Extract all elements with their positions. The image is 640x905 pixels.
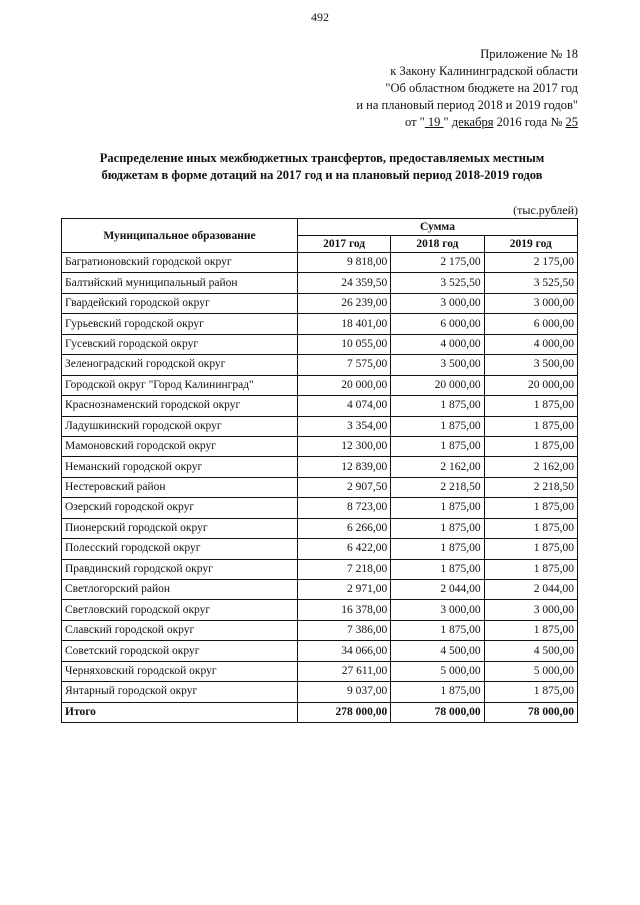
value-2018-cell: 1 875,00 <box>391 396 484 416</box>
municipality-cell: Озерский городской округ <box>62 498 298 518</box>
value-2017-cell: 10 055,00 <box>297 334 390 354</box>
municipality-cell: Пионерский городской округ <box>62 518 298 538</box>
value-2019-cell: 2 218,50 <box>484 477 577 497</box>
table-row <box>62 580 578 600</box>
municipality-cell: Полесский городской округ <box>62 539 298 559</box>
value-2018-cell: 2 218,50 <box>391 477 484 497</box>
value-2017-cell: 6 266,00 <box>297 518 390 538</box>
value-2017-cell: 24 359,50 <box>297 273 390 293</box>
units-label: (тыс.рублей) <box>513 203 578 217</box>
law-number: 25 <box>565 115 578 129</box>
table-row <box>62 314 578 334</box>
total-2019: 78 000,00 <box>484 702 577 722</box>
date-mid-1: " <box>443 115 452 129</box>
table-row <box>62 559 578 579</box>
total-2017: 278 000,00 <box>297 702 390 722</box>
municipality-cell: Светлогорский район <box>62 580 298 600</box>
value-2018-cell: 1 875,00 <box>391 539 484 559</box>
value-2018-cell: 4 500,00 <box>391 641 484 661</box>
value-2017-cell: 7 575,00 <box>297 355 390 375</box>
value-2017-cell: 20 000,00 <box>297 375 390 395</box>
appendix-block <box>356 46 578 131</box>
value-2017-cell: 27 611,00 <box>297 661 390 681</box>
value-2017-cell: 2 907,50 <box>297 477 390 497</box>
value-2017-cell: 8 723,00 <box>297 498 390 518</box>
value-2018-cell: 2 162,00 <box>391 457 484 477</box>
table-row <box>62 396 578 416</box>
appendix-line-2: к Закону Калининградской области <box>390 64 578 78</box>
table-row <box>62 498 578 518</box>
value-2017-cell: 7 386,00 <box>297 620 390 640</box>
value-2019-cell: 3 000,00 <box>484 293 577 313</box>
date-prefix: от " <box>404 115 425 129</box>
municipality-cell: Багратионовский городской округ <box>62 253 298 273</box>
value-2017-cell: 6 422,00 <box>297 539 390 559</box>
appendix-date-line <box>356 114 578 131</box>
value-2018-cell: 20 000,00 <box>391 375 484 395</box>
table-row <box>62 436 578 456</box>
value-2017-cell: 16 378,00 <box>297 600 390 620</box>
value-2019-cell: 1 875,00 <box>484 498 577 518</box>
municipality-cell: Правдинский городской округ <box>62 559 298 579</box>
value-2017-cell: 34 066,00 <box>297 641 390 661</box>
date-month: декабря <box>451 115 494 129</box>
municipality-cell: Янтарный городской округ <box>62 682 298 702</box>
municipality-cell: Зеленоградский городской округ <box>62 355 298 375</box>
header-year-2018: 2018 год <box>391 236 484 253</box>
municipality-cell: Славский городской округ <box>62 620 298 640</box>
value-2017-cell: 4 074,00 <box>297 396 390 416</box>
municipality-cell: Гурьевский городской округ <box>62 314 298 334</box>
municipality-cell: Неманский городской округ <box>62 457 298 477</box>
table-row <box>62 355 578 375</box>
budget-table <box>61 218 578 723</box>
value-2017-cell: 7 218,00 <box>297 559 390 579</box>
total-row <box>62 702 578 722</box>
value-2019-cell: 1 875,00 <box>484 620 577 640</box>
total-2018: 78 000,00 <box>391 702 484 722</box>
table-row <box>62 253 578 273</box>
table-row <box>62 539 578 559</box>
table-row <box>62 273 578 293</box>
table-row <box>62 293 578 313</box>
table-row <box>62 375 578 395</box>
value-2018-cell: 5 000,00 <box>391 661 484 681</box>
value-2019-cell: 6 000,00 <box>484 314 577 334</box>
value-2018-cell: 1 875,00 <box>391 416 484 436</box>
value-2018-cell: 2 175,00 <box>391 253 484 273</box>
value-2018-cell: 3 500,00 <box>391 355 484 375</box>
value-2019-cell: 5 000,00 <box>484 661 577 681</box>
date-mid-2: 2016 года № <box>493 115 566 129</box>
header-sum: Сумма <box>297 219 577 236</box>
value-2017-cell: 18 401,00 <box>297 314 390 334</box>
value-2019-cell: 1 875,00 <box>484 396 577 416</box>
total-label: Итого <box>62 702 298 722</box>
value-2018-cell: 2 044,00 <box>391 580 484 600</box>
value-2019-cell: 3 500,00 <box>484 355 577 375</box>
municipality-cell: Гвардейский городской округ <box>62 293 298 313</box>
value-2019-cell: 20 000,00 <box>484 375 577 395</box>
table-row <box>62 620 578 640</box>
header-municipality: Муниципальное образование <box>62 219 298 253</box>
municipality-cell: Мамоновский городской округ <box>62 436 298 456</box>
table-row <box>62 641 578 661</box>
value-2017-cell: 12 300,00 <box>297 436 390 456</box>
value-2017-cell: 2 971,00 <box>297 580 390 600</box>
table-row <box>62 682 578 702</box>
appendix-line-4: и на плановый период 2018 и 2019 годов" <box>356 98 578 112</box>
header-year-2019: 2019 год <box>484 236 577 253</box>
table-row <box>62 416 578 436</box>
date-day: 19 <box>424 115 444 129</box>
value-2018-cell: 1 875,00 <box>391 620 484 640</box>
municipality-cell: Ладушкинский городской округ <box>62 416 298 436</box>
value-2018-cell: 1 875,00 <box>391 498 484 518</box>
table-row <box>62 661 578 681</box>
value-2019-cell: 2 044,00 <box>484 580 577 600</box>
value-2018-cell: 6 000,00 <box>391 314 484 334</box>
value-2018-cell: 1 875,00 <box>391 436 484 456</box>
table-row <box>62 457 578 477</box>
value-2018-cell: 3 000,00 <box>391 600 484 620</box>
header-year-2017: 2017 год <box>297 236 390 253</box>
municipality-cell: Советский городской округ <box>62 641 298 661</box>
table-row <box>62 518 578 538</box>
table-row <box>62 600 578 620</box>
value-2017-cell: 12 839,00 <box>297 457 390 477</box>
value-2018-cell: 1 875,00 <box>391 682 484 702</box>
value-2018-cell: 1 875,00 <box>391 559 484 579</box>
value-2019-cell: 3 525,50 <box>484 273 577 293</box>
value-2019-cell: 1 875,00 <box>484 518 577 538</box>
value-2018-cell: 4 000,00 <box>391 334 484 354</box>
municipality-cell: Краснознаменский городской округ <box>62 396 298 416</box>
value-2017-cell: 9 037,00 <box>297 682 390 702</box>
value-2019-cell: 3 000,00 <box>484 600 577 620</box>
value-2019-cell: 1 875,00 <box>484 416 577 436</box>
value-2019-cell: 4 000,00 <box>484 334 577 354</box>
table-row <box>62 477 578 497</box>
value-2019-cell: 1 875,00 <box>484 539 577 559</box>
appendix-line-3: "Об областном бюджете на 2017 год <box>385 81 578 95</box>
municipality-cell: Городской округ "Город Калининград" <box>62 375 298 395</box>
municipality-cell: Черняховский городской округ <box>62 661 298 681</box>
value-2019-cell: 2 162,00 <box>484 457 577 477</box>
appendix-line-1: Приложение № 18 <box>480 47 578 61</box>
value-2018-cell: 3 000,00 <box>391 293 484 313</box>
value-2019-cell: 1 875,00 <box>484 436 577 456</box>
value-2019-cell: 4 500,00 <box>484 641 577 661</box>
municipality-cell: Светловский городской округ <box>62 600 298 620</box>
municipality-cell: Нестеровский район <box>62 477 298 497</box>
value-2017-cell: 26 239,00 <box>297 293 390 313</box>
municipality-cell: Гусевский городской округ <box>62 334 298 354</box>
value-2019-cell: 1 875,00 <box>484 559 577 579</box>
value-2018-cell: 1 875,00 <box>391 518 484 538</box>
table-row <box>62 334 578 354</box>
value-2019-cell: 1 875,00 <box>484 682 577 702</box>
municipality-cell: Балтийский муниципальный район <box>62 273 298 293</box>
value-2019-cell: 2 175,00 <box>484 253 577 273</box>
document-title: Распределение иных межбюджетных трансфертов, предоставляемых местным бюджетам в форме дотаций на 2017 год и на плановый период 2018-2019 годов <box>99 151 545 182</box>
value-2018-cell: 3 525,50 <box>391 273 484 293</box>
value-2017-cell: 3 354,00 <box>297 416 390 436</box>
page-number: 492 <box>311 10 329 24</box>
value-2017-cell: 9 818,00 <box>297 253 390 273</box>
